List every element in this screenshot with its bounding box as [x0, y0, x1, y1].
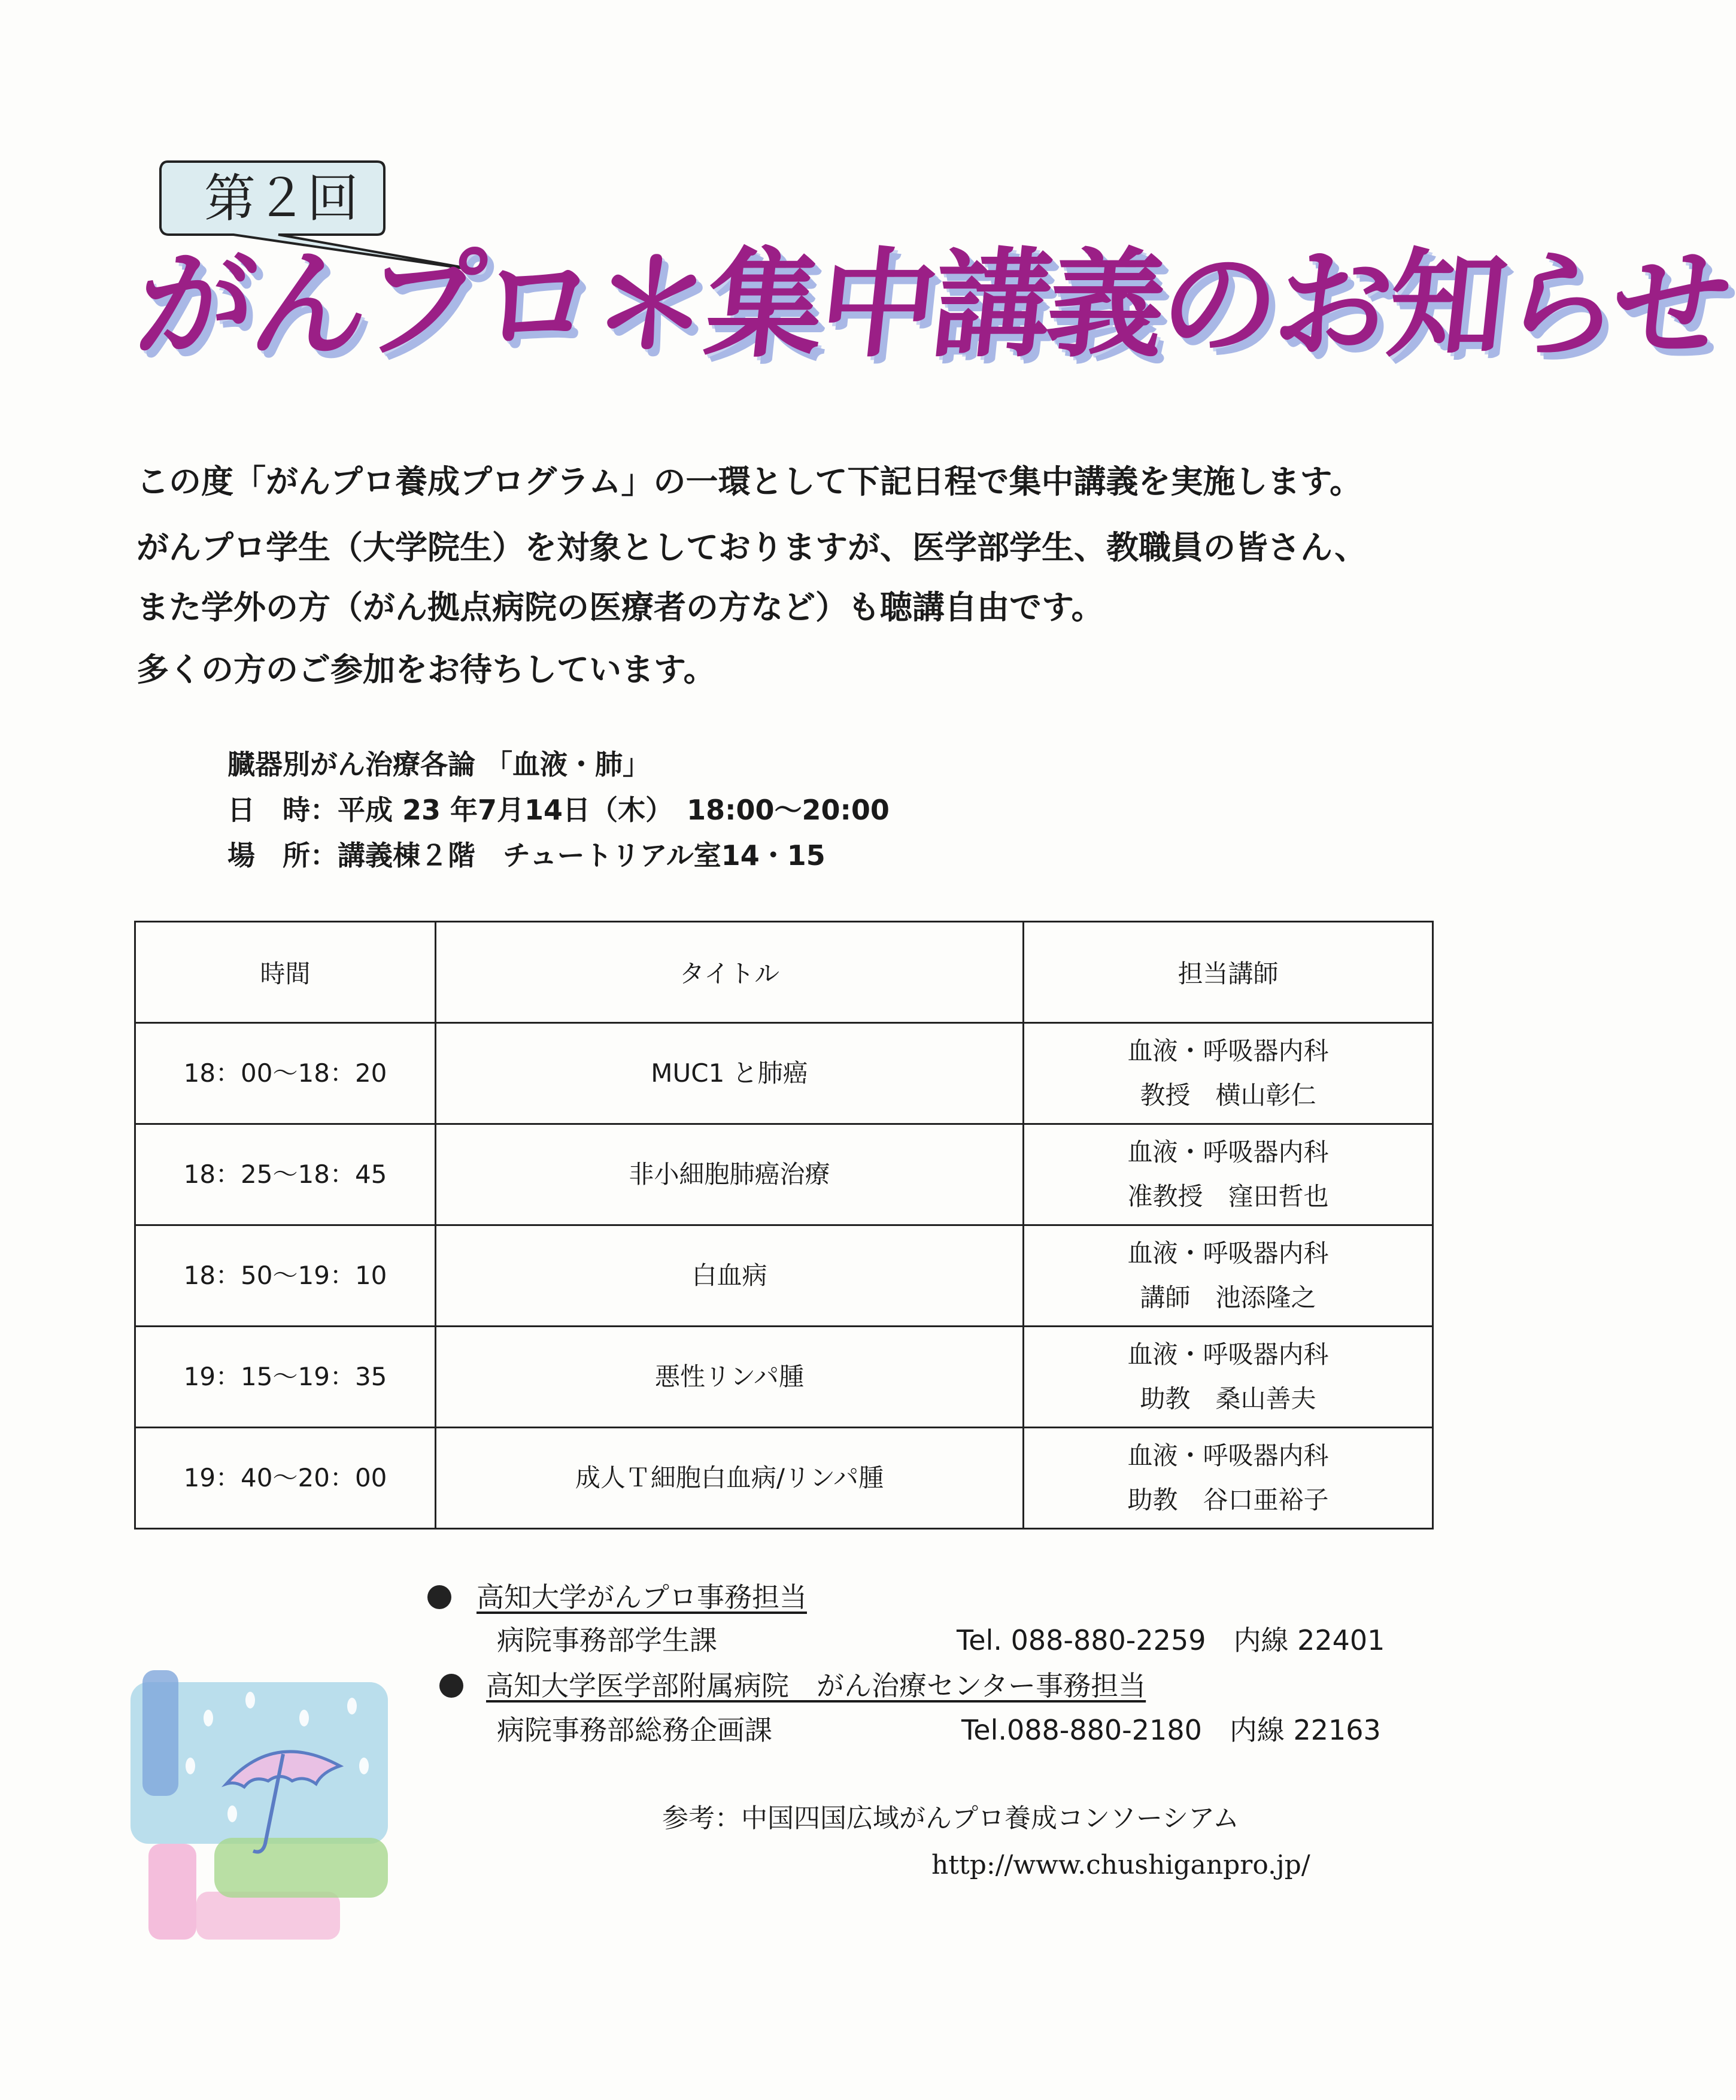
contact-2-tel: Tel.088-880-2180 内線 22163	[961, 1714, 1381, 1746]
row-title: 悪性リンパ腫	[436, 1327, 1024, 1428]
intro-line-3: また学外の方（がん拠点病院の医療者の方など）も聴講自由です。	[136, 588, 1104, 626]
contact-2-heading: 高知大学医学部附属病院 がん治療センター事務担当	[486, 1670, 1146, 1702]
bullet-icon	[427, 1585, 451, 1609]
table-row	[135, 1225, 1433, 1327]
row-dept: 血液・呼吸器内科	[1127, 1137, 1329, 1167]
row-dept: 血液・呼吸器内科	[1127, 1239, 1329, 1268]
row-lecturer: 准教授 窪田哲也	[1127, 1182, 1329, 1211]
row-lecturer: 助教 桑山善夫	[1140, 1384, 1316, 1413]
lecture-place: 場 所：講義棟２階 チュートリアル室14・15	[227, 839, 825, 872]
table-row	[135, 1023, 1433, 1124]
table-row	[135, 1124, 1433, 1225]
bubble-label: 第２回	[204, 169, 359, 229]
header-title: タイトル	[436, 922, 1024, 1023]
row-time: 19：15～19：35	[135, 1327, 436, 1428]
contact-1-heading: 高知大学がんプロ事務担当	[477, 1581, 807, 1613]
row-dept: 血液・呼吸器内科	[1127, 1340, 1329, 1369]
header-time: 時間	[135, 922, 436, 1023]
intro-line-1: この度「がんプロ養成プログラム」の一環として下記日程で集中講義を実施します。	[136, 463, 1362, 500]
row-dept: 血液・呼吸器内科	[1127, 1036, 1329, 1066]
row-title: 非小細胞肺癌治療	[436, 1124, 1024, 1225]
row-lecturer-cell	[1024, 1327, 1433, 1428]
row-title: MUC1 と肺癌	[436, 1023, 1024, 1124]
row-lecturer-cell	[1024, 1428, 1433, 1529]
row-dept: 血液・呼吸器内科	[1127, 1441, 1329, 1470]
reference-url[interactable]: http://www.chushiganpro.jp/	[931, 1850, 1310, 1880]
header-lecturer: 担当講師	[1024, 922, 1433, 1023]
page-title: がんプロ＊集中講義のお知らせ	[130, 237, 1734, 374]
intro-line-4: 多くの方のご参加をお待ちしています。	[136, 651, 716, 688]
row-title: 成人Ｔ細胞白血病/リンパ腫	[436, 1428, 1024, 1529]
row-lecturer: 講師 池添隆之	[1140, 1283, 1316, 1312]
row-time: 19：40～20：00	[135, 1428, 436, 1529]
bullet-icon	[439, 1674, 463, 1698]
row-lecturer-cell	[1024, 1124, 1433, 1225]
row-time: 18：25～18：45	[135, 1124, 436, 1225]
lecture-datetime: 日 時：平成 23 年7月14日（木） 18:00～20:00	[227, 794, 890, 826]
row-lecturer-cell	[1024, 1023, 1433, 1124]
intro-line-2: がんプロ学生（大学院生）を対象としておりますが、医学部学生、教職員の皆さん、	[136, 529, 1367, 566]
row-time: 18：50～19：10	[135, 1225, 436, 1327]
row-lecturer-cell	[1024, 1225, 1433, 1327]
row-title: 白血病	[436, 1225, 1024, 1327]
contact-2-office: 病院事務部総務企画課	[497, 1714, 772, 1746]
table-row	[135, 1428, 1433, 1529]
contact-1-tel: Tel. 088-880-2259 内線 22401	[957, 1624, 1385, 1656]
table-row	[135, 1327, 1433, 1428]
lecture-subject: 臓器別がん治療各論 「血液・肺」	[227, 748, 651, 781]
row-lecturer: 助教 谷口亜裕子	[1127, 1485, 1329, 1515]
table-header-row	[135, 922, 1433, 1023]
umbrella-rain-illustration	[125, 1664, 400, 1952]
contact-1-office: 病院事務部学生課	[497, 1624, 717, 1656]
row-time: 18：00～18：20	[135, 1023, 436, 1124]
row-lecturer: 教授 横山彰仁	[1140, 1081, 1316, 1110]
reference-label: 参考：中国四国広域がんプロ養成コンソーシアム	[662, 1803, 1240, 1834]
schedule-table	[134, 921, 1434, 1530]
